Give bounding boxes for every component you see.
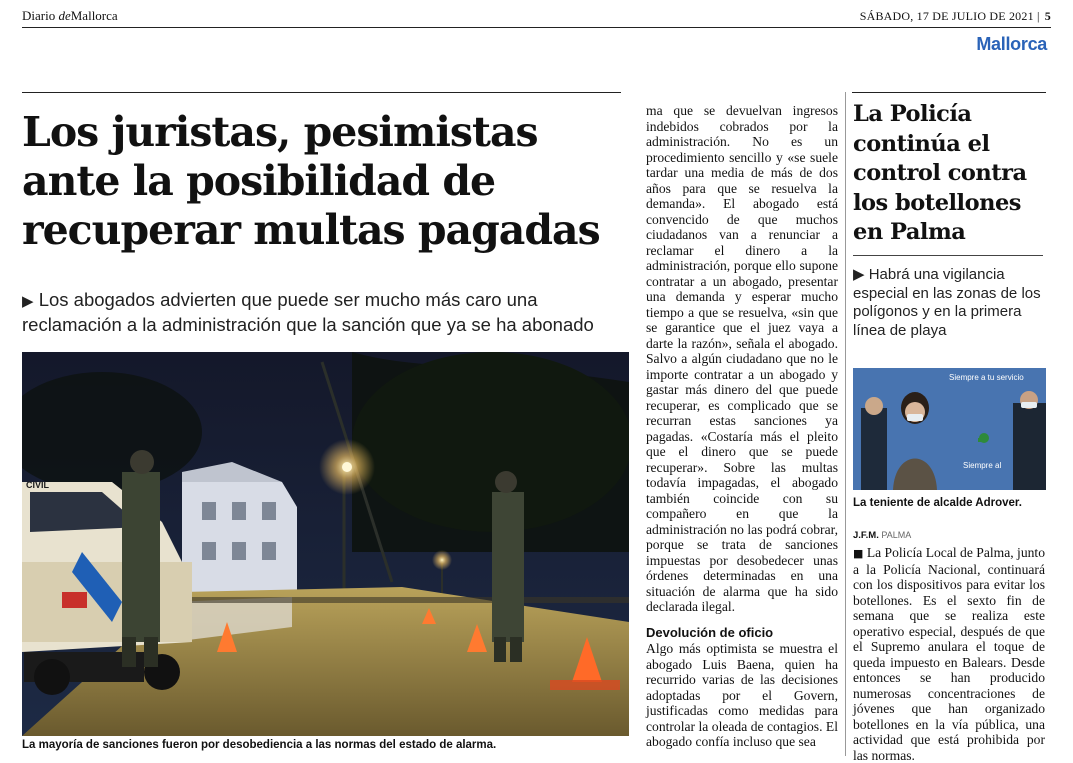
newspaper-name-italic: de (58, 8, 71, 23)
photo-car-text: CIVIL (26, 480, 50, 490)
main-body-paragraph-2: Algo más optimista se muestra el abogado Luis Baena, quien ha recurrido varias de las decisiones adoptadas por el Govern, justificadas como medidas para controlar la oleada de contagios. El abogado confía incluso que sea (646, 641, 838, 749)
sidebar-body (853, 545, 1045, 763)
newspaper-name-suffix: Mallorca (70, 8, 118, 23)
main-photo (22, 352, 629, 736)
sidebar-top-rule (852, 92, 1046, 93)
newspaper-name (22, 8, 118, 24)
byline-place: PALMA (881, 530, 912, 540)
sidebar-headline-rule (853, 255, 1043, 256)
page-number: 5 (1044, 9, 1051, 23)
sidebar-photo-caption: La teniente de alcalde Adrover. (853, 497, 1022, 509)
main-body-column (646, 103, 838, 615)
main-body-column-continued (646, 641, 838, 750)
sidebar-headline: La Policía continúa el control contra los botellones en Palma (853, 101, 1027, 245)
main-subhead-text: Los abogados advierten que puede ser mucho más caro una reclamación a la administración que la sanción que ya se ha abonado (22, 289, 594, 335)
newspaper-name-prefix: Diario (22, 8, 59, 23)
column-divider (845, 92, 846, 756)
photo-banner-text-2: Siempre al (963, 461, 1002, 470)
header-separator: | (1036, 9, 1040, 23)
byline (853, 530, 911, 541)
publication-date: SÁBADO, 17 DE JULIO DE 2021 (859, 9, 1034, 23)
main-subhead (22, 288, 622, 336)
page-header-info (860, 9, 1051, 24)
triangle-bullet-icon: ▶ (853, 266, 865, 283)
section-label: Mallorca (976, 34, 1047, 54)
triangle-bullet-icon: ▶ (22, 293, 34, 310)
main-photo-caption: La mayoría de sanciones fueron por desobediencia a las normas del estado de alarma. (22, 739, 497, 751)
sidebar-body-text: La Policía Local de Palma, junto a la Policía Nacional, continuará con los dispositivos para evitar los botellones. Es el sexto fin de semana que se realiza este operativo especial, después de que el Supremo anulara el toque de queda impuesto en Balears. Desde entonces se han producido numerosas concentraciones de jóvenes que han organizado botellones en la vía pública, una actividad que está prohibida por las normas. (853, 545, 1045, 763)
main-headline: Los juristas, pesimistas ante la posibilidad de recuperar multas pagadas (22, 108, 600, 254)
main-article-top-rule (22, 92, 621, 93)
photo-banner-text-1: Siempre a tu servicio (949, 373, 1024, 382)
sidebar-subhead (853, 266, 1043, 340)
square-bullet-icon: ■ (853, 547, 864, 560)
header-rule (22, 27, 1051, 28)
sidebar-subhead-text: Habrá una vigilancia especial en las zonas de los polígonos y en la primera línea de playa (853, 266, 1041, 339)
sidebar-photo (853, 368, 1046, 490)
main-body-paragraph-1: ma que se devuelvan ingresos indebidos cobrados por la administración. No es un procedimiento sencillo y «se suele tardar una media de más de dos años para que se resuelva la demanda». El abogado está convencido de que muchos ciudadanos van a renunciar a reclamar el dinero a la administración, porque ello supone contratar a un abogado, presentar una demanda y esperar mucho tiempo a que se resuelva, «sin que se garantice que el juez vaya a darte la razón», señala el abogado. Salvo a algún ciudadano que no le importe contratar a un abogado y gastar más dinero del que puede recuperar, es complicado que se recurran estas sanciones ya pagadas. «Costaría más el pleito que el dinero que se puede recuperar». Sobre las multas todavía impagadas, el abogado también coincide con su compañero en que la administración no las podrá cobrar, porque se trata de sanciones impuestas por desobedecer unas órdenes determinadas en una situación de alarma que ha sido declarada ilegal. (646, 103, 838, 614)
main-body-subheading: Devolución de oficio (646, 625, 774, 640)
byline-author: J.F.M. (853, 530, 879, 541)
